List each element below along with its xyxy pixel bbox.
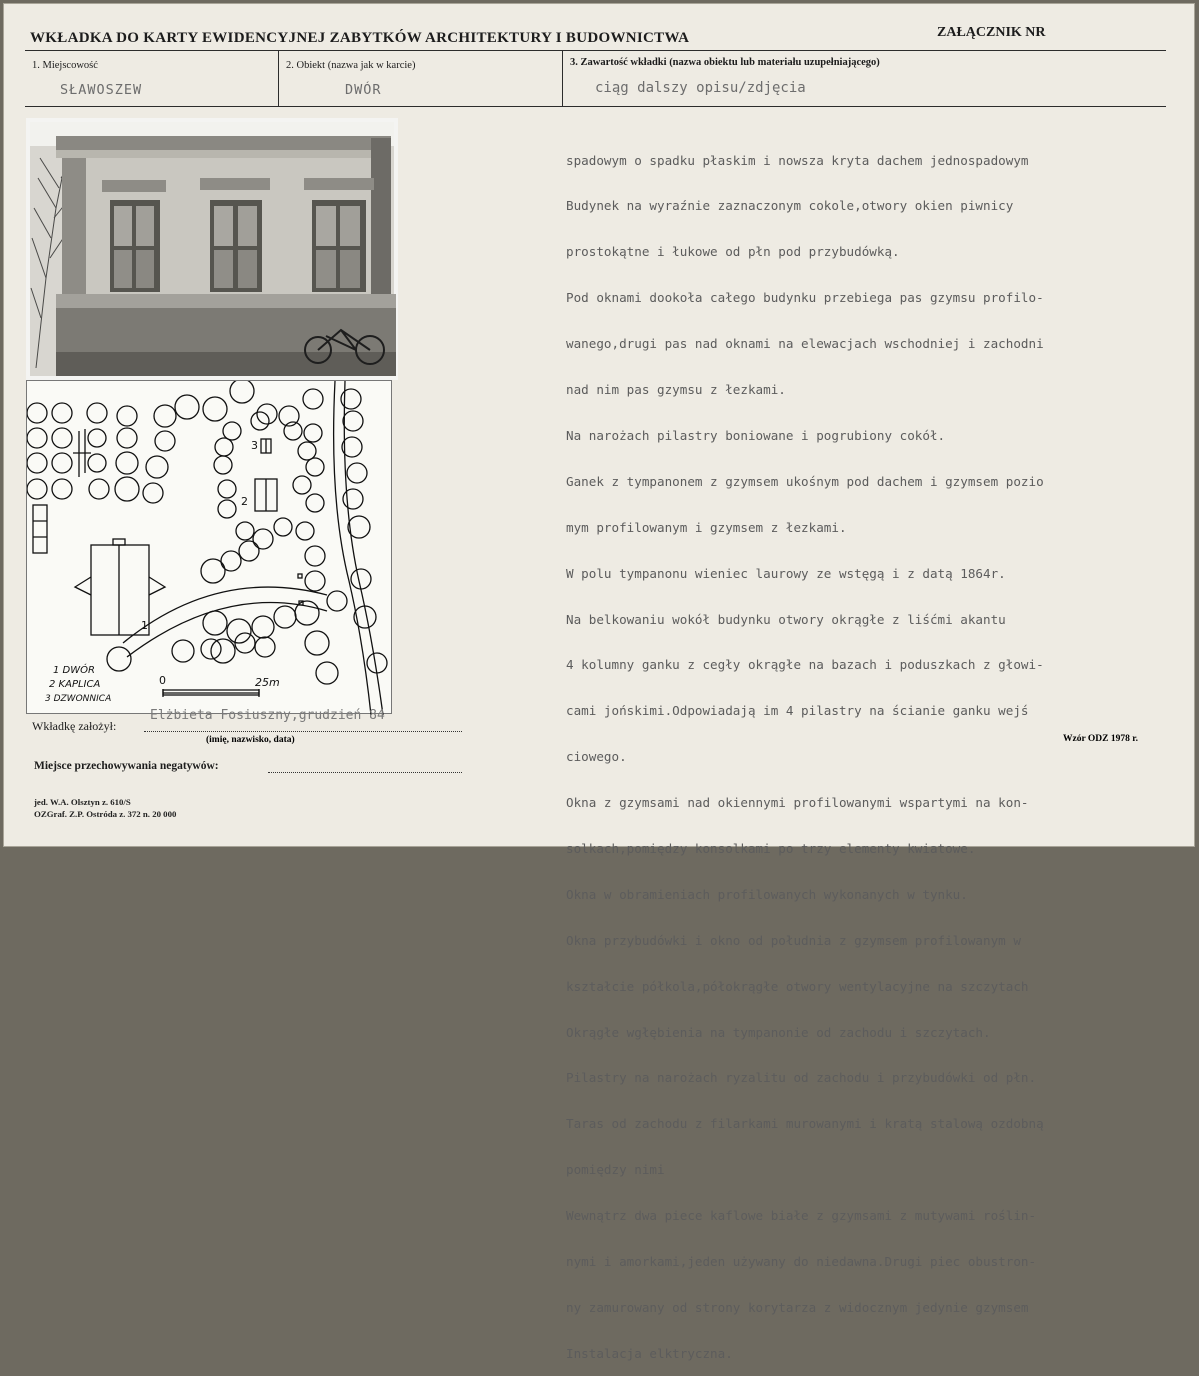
description-line: nymi i amorkami,jeden używany do niedawna.Drugi piec obustron- — [566, 1253, 1037, 1269]
description-line: solkach,pomiędzy konsolkami po trzy elementy kwiatowe. — [566, 840, 976, 856]
description-line: pomiędzy nimi — [566, 1162, 665, 1178]
description-line: spadowym o spadku płaskim i nowsza kryta dachem jednospadowym — [566, 152, 1029, 168]
field-divider-2 — [562, 50, 563, 107]
description-line: ny zamurowany od strony korytarza z widocznym jedynie gzymsem — [566, 1299, 1029, 1315]
description-line: ciowego. — [566, 749, 627, 765]
description-line: kształcie półkola,półokrągłe otwory wentylacyjne na szczytach — [566, 978, 1029, 994]
plan-legend-3: 3 DZWONNICA — [45, 694, 112, 704]
description-text — [566, 122, 1191, 1376]
content-label-num: 3. Zawartość wkładki — [570, 57, 667, 68]
description-line: wanego,drugi pas nad oknami na elewacjach wschodniej i zachodni — [566, 336, 1044, 352]
plan-label-2: 2 — [241, 495, 248, 508]
print-info-2: OZGraf. Z.P. Ostróda z. 372 n. 20 000 — [34, 809, 177, 819]
site-plan-drawing — [27, 381, 393, 715]
object-value: DWÓR — [345, 82, 382, 98]
plan-label-3: 3 — [251, 439, 258, 452]
manor-photo — [26, 118, 398, 380]
scale-end-label: 25m — [255, 676, 280, 689]
author-value: Elżbieta Fosiuszny,grudzień 84 — [150, 708, 385, 723]
description-line: Na narożach pilastry boniowane i pogrubiony cokół. — [566, 427, 946, 443]
storage-dotted-line — [268, 772, 462, 773]
description-line: prostokątne i łukowe od płn pod przybudówką. — [566, 244, 900, 260]
object-label-note: (nazwa jak w karcie) — [327, 60, 416, 71]
description-line: Taras od zachodu z filarkami murowanymi i kratą stalową ozdobną — [566, 1116, 1044, 1132]
description-line: Budynek na wyraźnie zaznaczonym cokole,otwory okien piwnicy — [566, 198, 1014, 214]
header-divider — [25, 50, 1166, 51]
description-line: Pilastry na narożach ryzalitu od zachodu i przybudówki od płn. — [566, 1070, 1037, 1086]
scale-zero-label: 0 — [159, 674, 166, 687]
negatives-storage-label: Miejsce przechowywania negatywów: — [34, 760, 219, 772]
description-line: Ganek z tympanonem z gzymsem ukośnym pod dachem i gzymsem pozio — [566, 473, 1044, 489]
plan-legend-2: 2 KAPLICA — [49, 679, 101, 690]
fields-divider — [25, 106, 1166, 107]
locality-value: SŁAWOSZEW — [60, 82, 143, 98]
locality-label: 1. Miejscowość — [32, 60, 98, 71]
description-line: Okna w obramieniach profilowanych wykonanych w tynku. — [566, 886, 968, 902]
content-label — [570, 57, 880, 68]
description-line: Okrągłe wgłębienia na tympanonie od zachodu i szczytach. — [566, 1024, 991, 1040]
description-line: Okna z gzymsami nad okiennymi profilowanymi wspartymi na kon- — [566, 795, 1029, 811]
author-label: Wkładkę założył: — [32, 719, 117, 733]
description-line: Na belkowaniu wokół budynku otwory okrągłe z liśćmi akantu — [566, 611, 1006, 627]
plan-legend-1: 1 DWÓR — [53, 665, 95, 676]
description-line: 4 kolumny ganku z cegły okrągłe na bazach i poduszkach z głowi- — [566, 657, 1044, 673]
description-line: mym profilowanym i gzymsem z łezkami. — [566, 519, 847, 535]
manor-photo-image — [26, 118, 398, 380]
author-dotted-line — [144, 731, 462, 732]
author-hint: (imię, nazwisko, data) — [206, 735, 295, 745]
content-value: ciąg dalszy opisu/zdjęcia — [595, 80, 806, 96]
description-line: Wewnątrz dwa piece kaflowe białe z gzymsami z mutywami roślin- — [566, 1208, 1037, 1224]
plan-label-1: 1 — [141, 619, 148, 632]
description-line: W polu tympanonu wieniec laurowy ze wstęgą i z datą 1864r. — [566, 565, 1006, 581]
print-info-1: jed. W.A. Olsztyn z. 610/S — [34, 797, 131, 807]
form-model: Wzór ODZ 1978 r. — [1063, 734, 1138, 744]
field-divider-1 — [278, 50, 279, 107]
object-label — [286, 60, 415, 71]
description-line: Okna przybudówki i okno od południa z gzymsem profilowanym w — [566, 932, 1021, 948]
content-label-note: (nazwa obiektu lub materiału uzupełniającego) — [669, 57, 880, 68]
attachment-label: ZAŁĄCZNIK NR — [937, 25, 1046, 40]
description-line: Pod oknami dookoła całego budynku przebiega pas gzymsu profilo- — [566, 290, 1044, 306]
description-line: nad nim pas gzymsu z łezkami. — [566, 382, 786, 398]
form-title: WKŁADKA DO KARTY EWIDENCYJNEJ ZABYTKÓW ARCHITEKTURY I BUDOWNICTWA — [30, 30, 690, 46]
site-plan — [26, 380, 392, 714]
description-line: cami jońskimi.Odpowiadają im 4 pilastry na ścianie ganku wejś — [566, 703, 1029, 719]
object-label-num: 2. Obiekt — [286, 60, 326, 71]
description-line: Instalacja elktryczna. — [566, 1345, 733, 1361]
